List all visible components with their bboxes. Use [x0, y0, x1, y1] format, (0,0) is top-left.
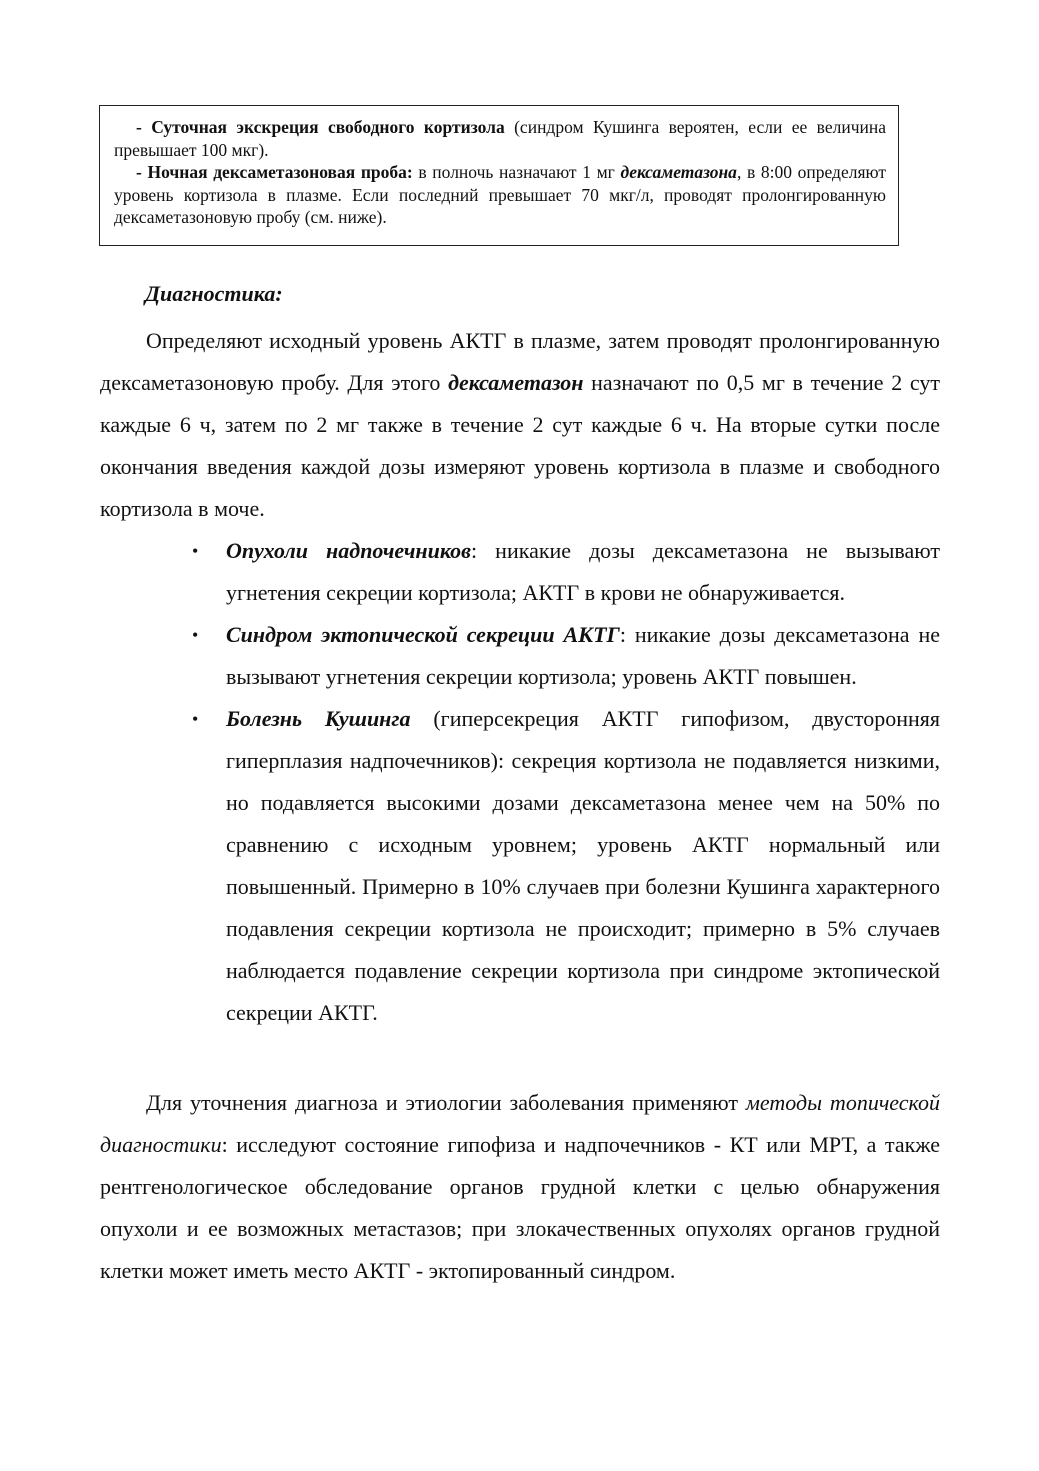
bullet-list — [192, 530, 941, 1034]
list-item-text: : никакие дозы дексаметазона не вызывают угнетения секреции кортизола; АКТГ в крови не обнаруживается. — [226, 538, 941, 605]
box-item2-text-b: , в 8:00 определяют уровень кортизола в плазме. Если последний превышает 70 мкг/л, проводят пролонгированную дексаметазоновую пробу (см. ниже). — [114, 162, 886, 227]
box-item2-text-a: в полночь назначают 1 мг — [412, 162, 621, 182]
list-item-text: (гиперсекреция АКТГ гипофизом, двусторонняя гиперплазия надпочечников): секреция кортизола не подавляется низкими, но подавляется высокими дозами дексаметазона менее чем на 50% по сравнению с исходным уровнем; уровень АКТГ нормальный или повышенный. Примерно в 10% случаев при болезни Кушинга характерного подавления секреции кортизола не происходит; примерно в 5% случаев наблюдается подавление секреции кортизола при синдроме эктопической секреции АКТГ. — [226, 706, 940, 1025]
box-item-cortisol-excretion — [114, 116, 886, 161]
box-item2-drug: дексаметазона — [620, 162, 737, 182]
paragraph2-text-b: : исследуют состояние гипофиза и надпочечников - КТ или МРТ, а также рентгенологическое обследование органов грудной клетки с целью обнаружения опухоли и ее возможных метастазов; при злокачественных опухолях органов грудной клетки может иметь место АКТГ - эктопированный синдром. — [100, 1132, 940, 1283]
bullet-icon: • — [192, 625, 199, 645]
box-item1-text: (синдром Кушинга вероятен, если ее величина превышает 100 мкг). — [114, 117, 886, 160]
bullet-icon: • — [192, 709, 199, 729]
paragraph-topical-diagnostics — [100, 1082, 940, 1292]
list-item-term: Синдром эктопической секреции АКТГ — [226, 622, 620, 647]
list-item — [192, 614, 940, 698]
list-item-text: : никакие дозы дексаметазона не вызывают угнетения секреции кортизола; уровень АКТГ повышен. — [226, 622, 940, 689]
paragraph1-text-b: назначают по 0,5 мг в течение 2 сут каждые 6 ч, затем по 2 мг также в течение 2 сут каждые 6 ч. На вторые сутки после окончания введения каждой дозы измеряют уровень кортизола в плазме и свободного кортизола в моче. — [100, 370, 940, 521]
box-item1-title: - Суточная экскреция свободного кортизола — [136, 117, 505, 137]
list-item — [192, 530, 941, 614]
paragraph2-text-a: Для уточнения диагноза и этиологии заболевания применяют — [146, 1090, 746, 1115]
bullet-icon: • — [192, 541, 199, 561]
info-box — [99, 105, 899, 246]
box-item2-title: - Ночная дексаметазоновая проба: — [136, 162, 413, 182]
list-item-term: Болезнь Кушинга — [226, 706, 411, 731]
box-item-night-dexamethasone-test — [114, 161, 886, 229]
list-item-term: Опухоли надпочечников — [226, 538, 472, 563]
paragraph1-text-a: Определяют исходный уровень АКТГ в плазме, затем проводят пролонгированную дексаметазоновую пробу. Для этого — [100, 328, 940, 395]
list-item — [192, 698, 940, 1034]
paragraph1-drug: дексаметазон — [448, 370, 584, 395]
section-heading: Диагностика: — [145, 281, 283, 306]
paragraph2-italic: методы топической диагностики — [100, 1090, 941, 1157]
paragraph-diagnostics — [100, 320, 940, 530]
